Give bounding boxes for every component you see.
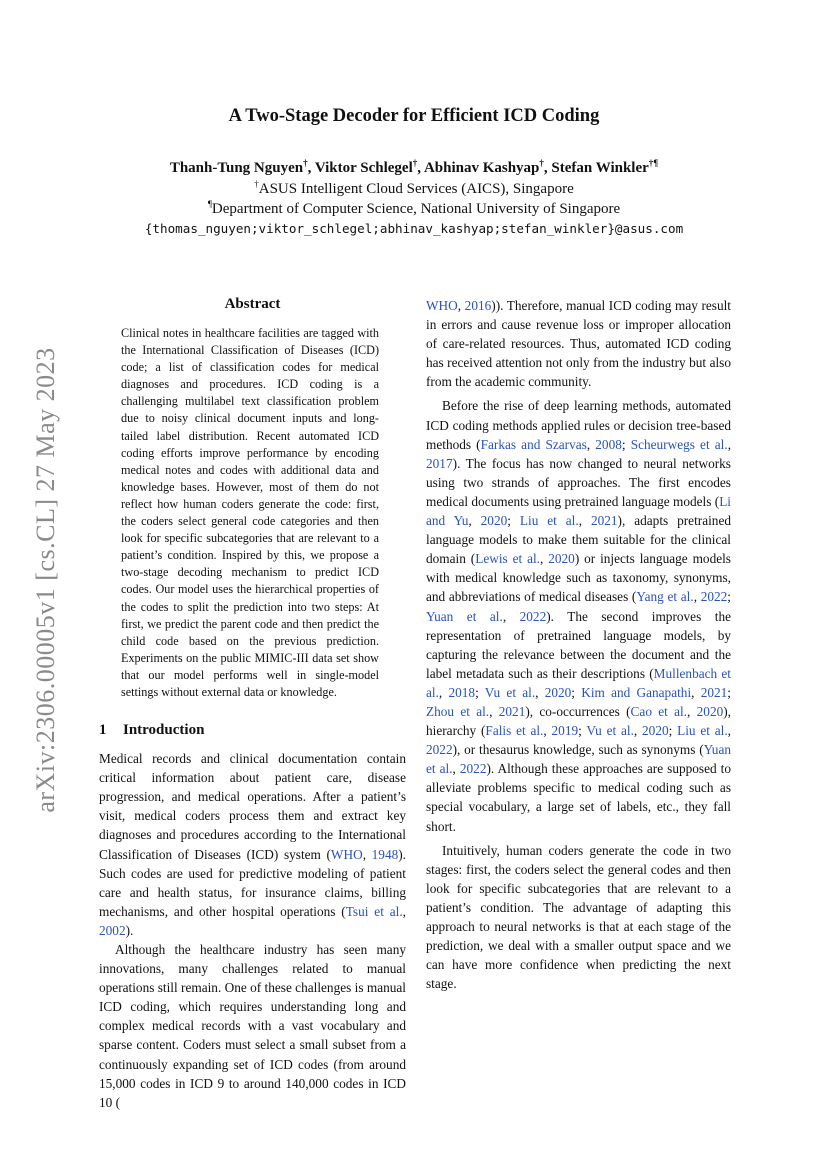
text-run: , bbox=[452, 761, 460, 777]
text-run: , bbox=[489, 703, 499, 719]
affiliation-1 bbox=[0, 181, 828, 198]
citation-link[interactable]: Lewis et al. bbox=[475, 551, 540, 567]
text-run: )). Therefore, manual ICD coding may result in errors and cause revenue loss or improper allocation of care-related resources. Thus, automated ICD coding has received attention not only from the industry but also from the academic community. bbox=[426, 298, 732, 390]
text-run: , bbox=[693, 589, 701, 605]
intro-paragraph-2-part-2 bbox=[426, 296, 731, 391]
author-2-mark: † bbox=[412, 158, 418, 168]
left-column bbox=[99, 296, 406, 1112]
citation-link[interactable]: Yuan et al. bbox=[426, 742, 731, 777]
citation-link[interactable]: Li and Yu bbox=[426, 493, 732, 529]
text-run: ). Such codes are used for predictive modeling of patient care and health status, for insurance claims, billing mechanisms, and other hospital operations ( bbox=[99, 846, 406, 919]
text-run: ), adapts pretrained language models to make them suitable for the clinical domain ( bbox=[426, 513, 731, 567]
text-run: ; bbox=[668, 723, 678, 739]
text-run: ; bbox=[578, 723, 587, 739]
citation-link[interactable]: Farkas and Szarvas bbox=[480, 436, 587, 452]
text-run: , bbox=[543, 723, 552, 739]
affiliation-1-text: ASUS Intelligent Cloud Services (AICS), Singapore bbox=[258, 181, 574, 197]
citation-link[interactable]: Vu et al. bbox=[484, 684, 536, 700]
citation-link[interactable]: 2008 bbox=[595, 436, 622, 452]
citation-link[interactable]: 2020 bbox=[642, 723, 669, 739]
text-run: , bbox=[586, 436, 596, 452]
citation-link[interactable]: Kim and Ganapathi bbox=[581, 684, 692, 700]
citation-link[interactable]: Zhou et al. bbox=[426, 703, 490, 719]
citation-link[interactable]: 2020 bbox=[544, 684, 572, 700]
arxiv-sidebar-stamp bbox=[28, 300, 64, 860]
citation-link[interactable]: 2020 bbox=[548, 551, 575, 567]
citation-link[interactable]: 2022 bbox=[700, 589, 728, 605]
author-emails: {thomas_nguyen;viktor_schlegel;abhinav_kashyap;stefan_winkler}@asus.com bbox=[144, 221, 684, 236]
text-run: , bbox=[578, 513, 591, 529]
author-list: Thanh-Tung Nguyen†, Viktor Schlegel†, Abhinav Kashyap†, Stefan Winkler†¶ bbox=[169, 158, 659, 176]
text-run: ), co-occurrences ( bbox=[525, 703, 631, 719]
text-run: ) or injects language models with medical knowledge such as taxonomy, synonyms, and abbreviations of medical diseases ( bbox=[426, 551, 731, 605]
text-run: ; bbox=[475, 684, 485, 700]
citation-link[interactable]: Falis et al. bbox=[485, 723, 544, 739]
citation-link[interactable]: 2019 bbox=[551, 723, 579, 739]
citation-link[interactable]: Scheurwegs et al. bbox=[630, 436, 728, 452]
text-run: , bbox=[691, 684, 701, 700]
citation-link[interactable]: Yuan et al. bbox=[426, 608, 503, 624]
citation-link[interactable]: Yang et al. bbox=[636, 589, 694, 605]
paper-title: A Two-Stage Decoder for Efficient ICD Coding bbox=[228, 106, 600, 126]
citation-link[interactable]: 1948 bbox=[371, 846, 399, 862]
text-run: ; bbox=[727, 684, 731, 700]
citation-link[interactable]: 2021 bbox=[700, 684, 728, 700]
arxiv-id: arXiv:2306.00005v1 [cs.CL] 27 May 2023 bbox=[31, 347, 60, 813]
text-run: ). bbox=[125, 922, 134, 938]
text-run: Before the rise of deep learning methods, automated ICD coding methods applied rules or decision tree-based methods ( bbox=[426, 398, 731, 452]
citation-link[interactable]: 2020 bbox=[480, 513, 508, 529]
text-run: ; bbox=[507, 513, 520, 529]
citation-link[interactable]: Liu et al. bbox=[677, 723, 728, 739]
author-2: Viktor Schlegel bbox=[314, 160, 413, 176]
text-run: ; bbox=[621, 436, 631, 452]
text-run: , bbox=[727, 723, 731, 739]
citation-link[interactable]: 2021 bbox=[498, 703, 526, 719]
citation-link[interactable]: 2016 bbox=[464, 298, 492, 313]
author-1: Thanh-Tung Nguyen bbox=[169, 160, 304, 176]
text-run: , bbox=[633, 723, 643, 739]
citation-link[interactable]: 2020 bbox=[696, 703, 724, 719]
citation-link[interactable]: 2017 bbox=[426, 455, 453, 471]
text-run: Medical records and clinical documentation contain critical information about patient care, disease progression, and medical operations. After a patient’s visit, medical coders process them and extract key diagnoses and procedures according to the International Classification of Diseases (ICD) system ( bbox=[99, 751, 406, 862]
affiliation-2-mark: ¶ bbox=[207, 199, 212, 209]
text-run: , bbox=[687, 703, 697, 719]
right-column bbox=[426, 296, 731, 993]
text-run: , bbox=[362, 846, 372, 862]
author-3: Abhinav Kashyap bbox=[423, 160, 540, 176]
affiliation-2-text: Department of Computer Science, National University of Singapore bbox=[211, 201, 621, 217]
citation-link[interactable]: WHO bbox=[426, 298, 458, 313]
abstract-text: Clinical notes in healthcare facilities are tagged with the International Classification of Diseases (ICD) code; a list of classification codes for medical diagnoses and procedures. ICD coding is a challenging multilabel text classification problem due to noisy clinical document inputs and long-tailed label distribution. Recent automated ICD coding efforts improve performance by encoding medical notes and codes with additional data and knowledge bases. However, most of them do not reflect how human coders generate the code: first, the coders select general code categories and then look for specific subcategories that are relevant to a patient’s condition. Inspired by this, we propose a two-stage decoding mechanism to predict ICD codes. Our model uses the hierarchical properties of the codes to split the prediction into two steps: At first, we predict the parent code and then predict the child code based on the previous prediction. Experiments on the public MIMIC-III data set show that our model performs well in single-model settings without external data or knowledge. bbox=[121, 326, 379, 699]
citation-link[interactable]: 2022 bbox=[426, 742, 453, 758]
text-run: , bbox=[535, 684, 545, 700]
citation-link[interactable]: Vu et al. bbox=[586, 723, 634, 739]
citation-link[interactable]: Liu et al. bbox=[519, 513, 579, 529]
text-run: , bbox=[457, 298, 465, 313]
text-run: , bbox=[468, 513, 481, 529]
text-run: , bbox=[502, 608, 520, 624]
citation-link[interactable]: Cao et al. bbox=[630, 703, 688, 719]
intro-paragraph-4: Intuitively, human coders generate the code in two stages: first, the coders select the general codes and then look for specific subcategories that are relevant to a patient’s condition. The advantage of adapting this approach to neural networks is that at each stage of the prediction, we deal with a smaller output space and we can have more confidence when predicting the next stage. bbox=[426, 842, 731, 992]
section-number: 1 bbox=[99, 722, 107, 739]
citation-link[interactable]: Mullenbach et al. bbox=[426, 665, 732, 700]
section-title: Introduction bbox=[123, 722, 205, 739]
citation-link[interactable]: 2021 bbox=[590, 513, 618, 529]
affiliation-2 bbox=[0, 201, 828, 218]
section-heading-introduction bbox=[99, 722, 406, 739]
author-4-mark: †¶ bbox=[648, 158, 659, 168]
text-run: ; bbox=[727, 589, 731, 605]
citation-link[interactable]: 2022 bbox=[459, 761, 487, 777]
text-run: ). Although these approaches are supposed to alleviate problems specific to medical coding such as special vocabulary, a large set of labels, etc., they fall short. bbox=[426, 761, 731, 834]
intro-paragraph-2-part-1: Although the healthcare industry has seen many innovations, many challenges related to manual operations still remain. One of these challenges is manual ICD coding, which requires understanding long and complex medical records with a vast vocabulary and sparse content. Coders must select a small subset from a continuously expanding set of ICD codes (from around 15,000 codes in ICD 9 to around 140,000 codes in ICD 10 ( bbox=[99, 942, 406, 1110]
text-run: , bbox=[438, 684, 449, 700]
citation-link[interactable]: 2022 bbox=[519, 608, 547, 624]
citation-link[interactable]: WHO bbox=[330, 846, 363, 862]
author-3-mark: † bbox=[539, 158, 544, 168]
author-4: Stefan Winkler bbox=[551, 160, 649, 176]
text-run: , bbox=[402, 903, 406, 919]
affiliation-1-mark: † bbox=[254, 179, 259, 189]
intro-paragraph-3 bbox=[426, 396, 731, 835]
text-run: ; bbox=[571, 684, 582, 700]
citation-link[interactable]: 2002 bbox=[99, 922, 126, 938]
text-run: , bbox=[540, 551, 549, 567]
intro-paragraph-1 bbox=[99, 749, 406, 940]
text-run: , bbox=[727, 436, 732, 452]
citation-link[interactable]: 2018 bbox=[448, 684, 476, 700]
abstract-heading: Abstract bbox=[224, 296, 281, 312]
text-run: ). The second improves the representation of pretrained language models, by capturing the relevance between the document and the label metadata such as their descriptions ( bbox=[426, 608, 731, 681]
author-1-mark: † bbox=[303, 158, 308, 168]
text-run: ). The focus has now changed to neural networks using two strands of approaches. The first encodes medical documents using pretrained language models ( bbox=[426, 455, 731, 509]
text-run: ), or thesaurus knowledge, such as synonyms ( bbox=[452, 742, 704, 758]
citation-link[interactable]: Tsui et al. bbox=[345, 903, 403, 919]
text-run: ), hierarchy ( bbox=[426, 703, 732, 739]
